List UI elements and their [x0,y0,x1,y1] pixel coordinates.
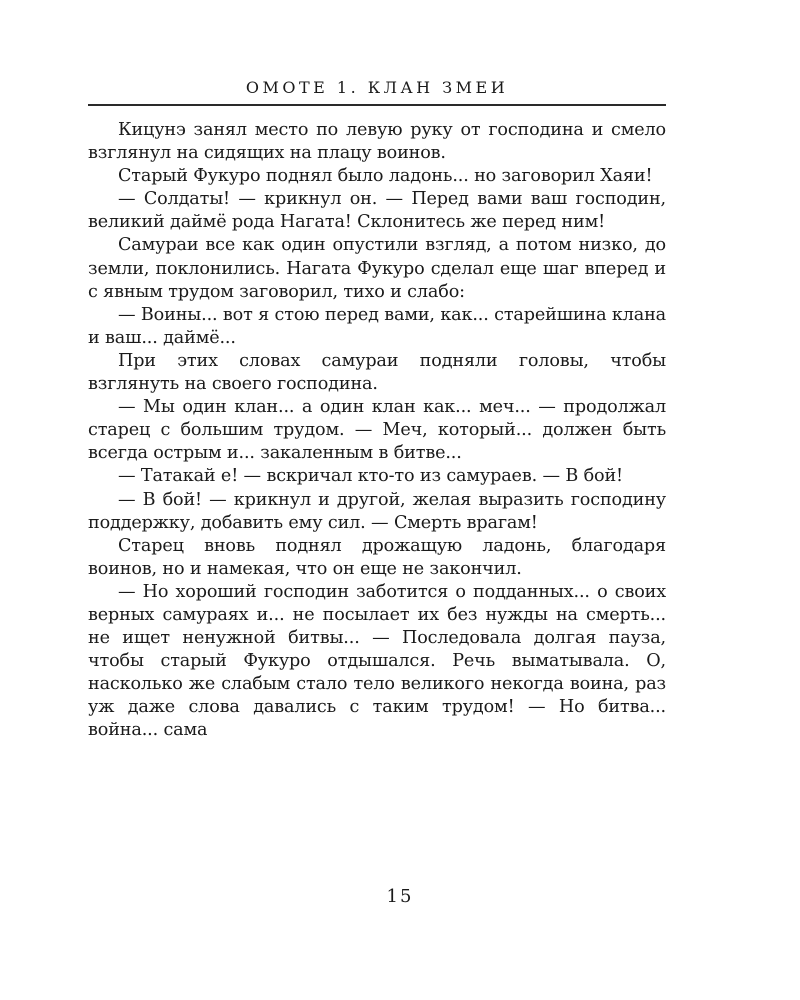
paragraph: — Но хороший господин заботится о подданных... о своих верных самураях и... не посылает их без нужды на смерть... не ищет ненужной битвы... — Последовала долгая пауза, чтобы старый Фукуро отдышался. Речь выматывала. О, насколько же слабым стало тело великого некогда воина, раз уж даже слова давались с таким трудом! — Но битва... война... сама [88,581,666,741]
running-head: ОМОТЕ 1. КЛАН ЗМЕИ [245,78,509,97]
page-number: 15 [386,886,414,907]
paragraph: При этих словах самураи подняли головы, чтобы взглянуть на своего господина. [88,350,666,395]
paragraph: Самураи все как один опустили взгляд, а потом низко, до земли, поклонились. Нагата Фукуро сделал еще шаг вперед и с явным трудом заговорил, тихо и слабо: [88,235,666,302]
paragraph: — Солдаты! — крикнул он. — Перед вами ваш господин, великий даймё рода Нагата! Склонитесь же перед ним! [88,189,666,233]
body-text [88,119,666,743]
paragraph: — Мы один клан... а один клан как... меч... — продолжал старец с большим трудом. — Меч, который... должен быть всегда острым и... закаленным в битве... [88,397,666,464]
header-rule [88,104,666,106]
paragraph: — В бой! — крикнул и другой, желая выразить господину поддержку, добавить ему сил. — Смерть врагам! [88,489,666,533]
paragraph: Старый Фукуро поднял было ладонь... но заговорил Хаяи! [118,166,653,187]
paragraph: Кицунэ занял место по левую руку от господина и смело взглянул на сидящих на плацу воинов. [88,120,666,164]
paragraph: — Татакай е! — вскричал кто-то из самураев. — В бой! [118,466,623,487]
paragraph: Старец вновь поднял дрожащую ладонь, благодаря воинов, но и намекая, что он еще не закончил. [88,535,666,579]
paragraph: — Воины... вот я стою перед вами, как... старейшина клана и ваш... даймё... [88,304,666,348]
